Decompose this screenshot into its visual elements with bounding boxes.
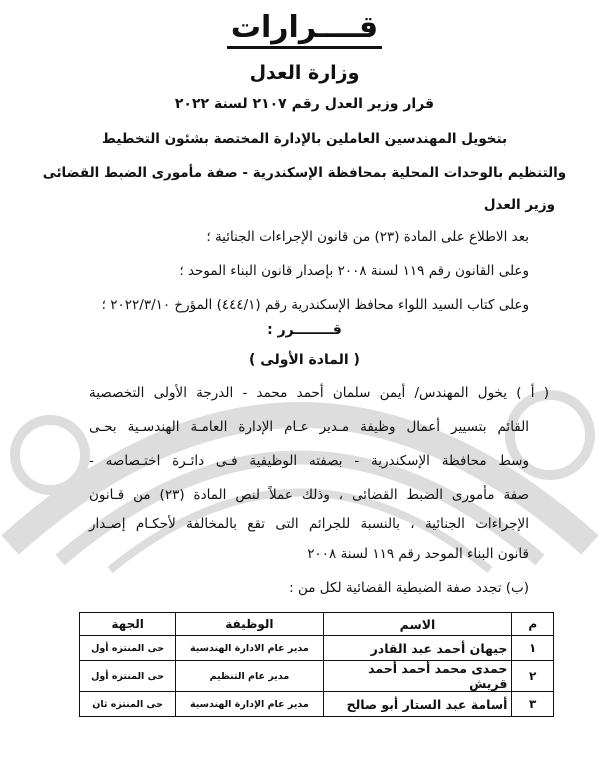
preamble-line: بعد الاطلاع على المادة (٢٣) من قانون الإجراءات الجنائية ؛ <box>206 229 529 245</box>
col-header-name: الاسم <box>323 613 512 636</box>
col-header-job: الوظيفة <box>176 613 323 636</box>
clause-a-line: قانون البناء الموحد رقم ١١٩ لسنة ٢٠٠٨ <box>307 546 529 562</box>
officers-table <box>79 612 554 717</box>
table-row <box>80 636 554 661</box>
article-heading: ( المادة الأولى ) <box>249 352 360 368</box>
officer-job: مدير عام التنظيم <box>176 661 323 692</box>
issuer-heading: وزير العدل <box>483 197 555 213</box>
col-header-entity: الجهة <box>80 613 176 636</box>
table-row <box>80 661 554 692</box>
clause-a-line: القائم بتسيير أعمال وظيفة مـدير عـام الإدارة العامـة الهندسـية بحـى <box>89 419 529 435</box>
officer-entity: حى المنتزه أول <box>80 636 176 661</box>
clause-a-line: وسط محافظة الإسكندرية - بصفته الوظيفية فـى دائـرة اختـصاصه - <box>89 453 529 469</box>
decree-title: قرار وزير العدل رقم ٢١٠٧ لسنة ٢٠٢٢ <box>174 96 435 112</box>
table-header-row <box>80 613 554 636</box>
section-title: قــــرارات <box>0 10 609 49</box>
row-number: ٢ <box>512 661 554 692</box>
officer-name: جيهان أحمد عبد القادر <box>323 636 512 661</box>
clause-a-line: الإجراءات الجنائية ، بالنسبة للجرائم التى تقع بالمخالفة لأحكـام إصـدار <box>89 516 529 532</box>
officer-job: مدير عام الإدارة الهندسية <box>176 692 323 717</box>
officer-job: مدير عام الادارة الهندسية <box>176 636 323 661</box>
table-row <box>80 692 554 717</box>
officer-entity: حى المنتزه ثان <box>80 692 176 717</box>
row-number: ١ <box>512 636 554 661</box>
preamble-line: وعلى كتاب السيد اللواء محافظ الإسكندرية رقم (٤٤٤/١) المؤرخ ٢٠٢٢/٣/١٠ ؛ <box>101 297 529 313</box>
officer-entity: حى المنتزه أول <box>80 661 176 692</box>
officer-name: أسامة عبد الستار أبو صالح <box>323 692 512 717</box>
col-header-number: م <box>512 613 554 636</box>
row-number: ٣ <box>512 692 554 717</box>
preamble-line: وعلى القانون رقم ١١٩ لسنة ٢٠٠٨ بإصدار قانون البناء الموحد ؛ <box>179 263 529 279</box>
ministry-name: وزارة العدل <box>249 62 360 84</box>
subject-line-1: بتخويل المهندسين العاملين بالإدارة المختصة بشئون التخطيط <box>101 131 508 147</box>
decided-label: قــــــــرر : <box>267 322 342 338</box>
officer-name: حمدى محمد أحمد أحمد قريش <box>323 661 512 692</box>
clause-b: (ب) تجدد صفة الضبطية القضائية لكل من : <box>289 580 529 596</box>
clause-a-line: ( أ ) يخول المهندس/ أيمن سلمان أحمد محمد - الدرجة الأولى التخصصية <box>89 385 549 401</box>
clause-a-line: صفة مأمورى الضبط القضائى ، وذلك عملاً لنص المادة (٢٣) من قـانون <box>89 487 529 503</box>
subject-line-2: والتنظيم بالوحدات المحلية بمحافظة الإسكندرية - صفة مأمورى الضبط القضائى <box>42 165 567 181</box>
